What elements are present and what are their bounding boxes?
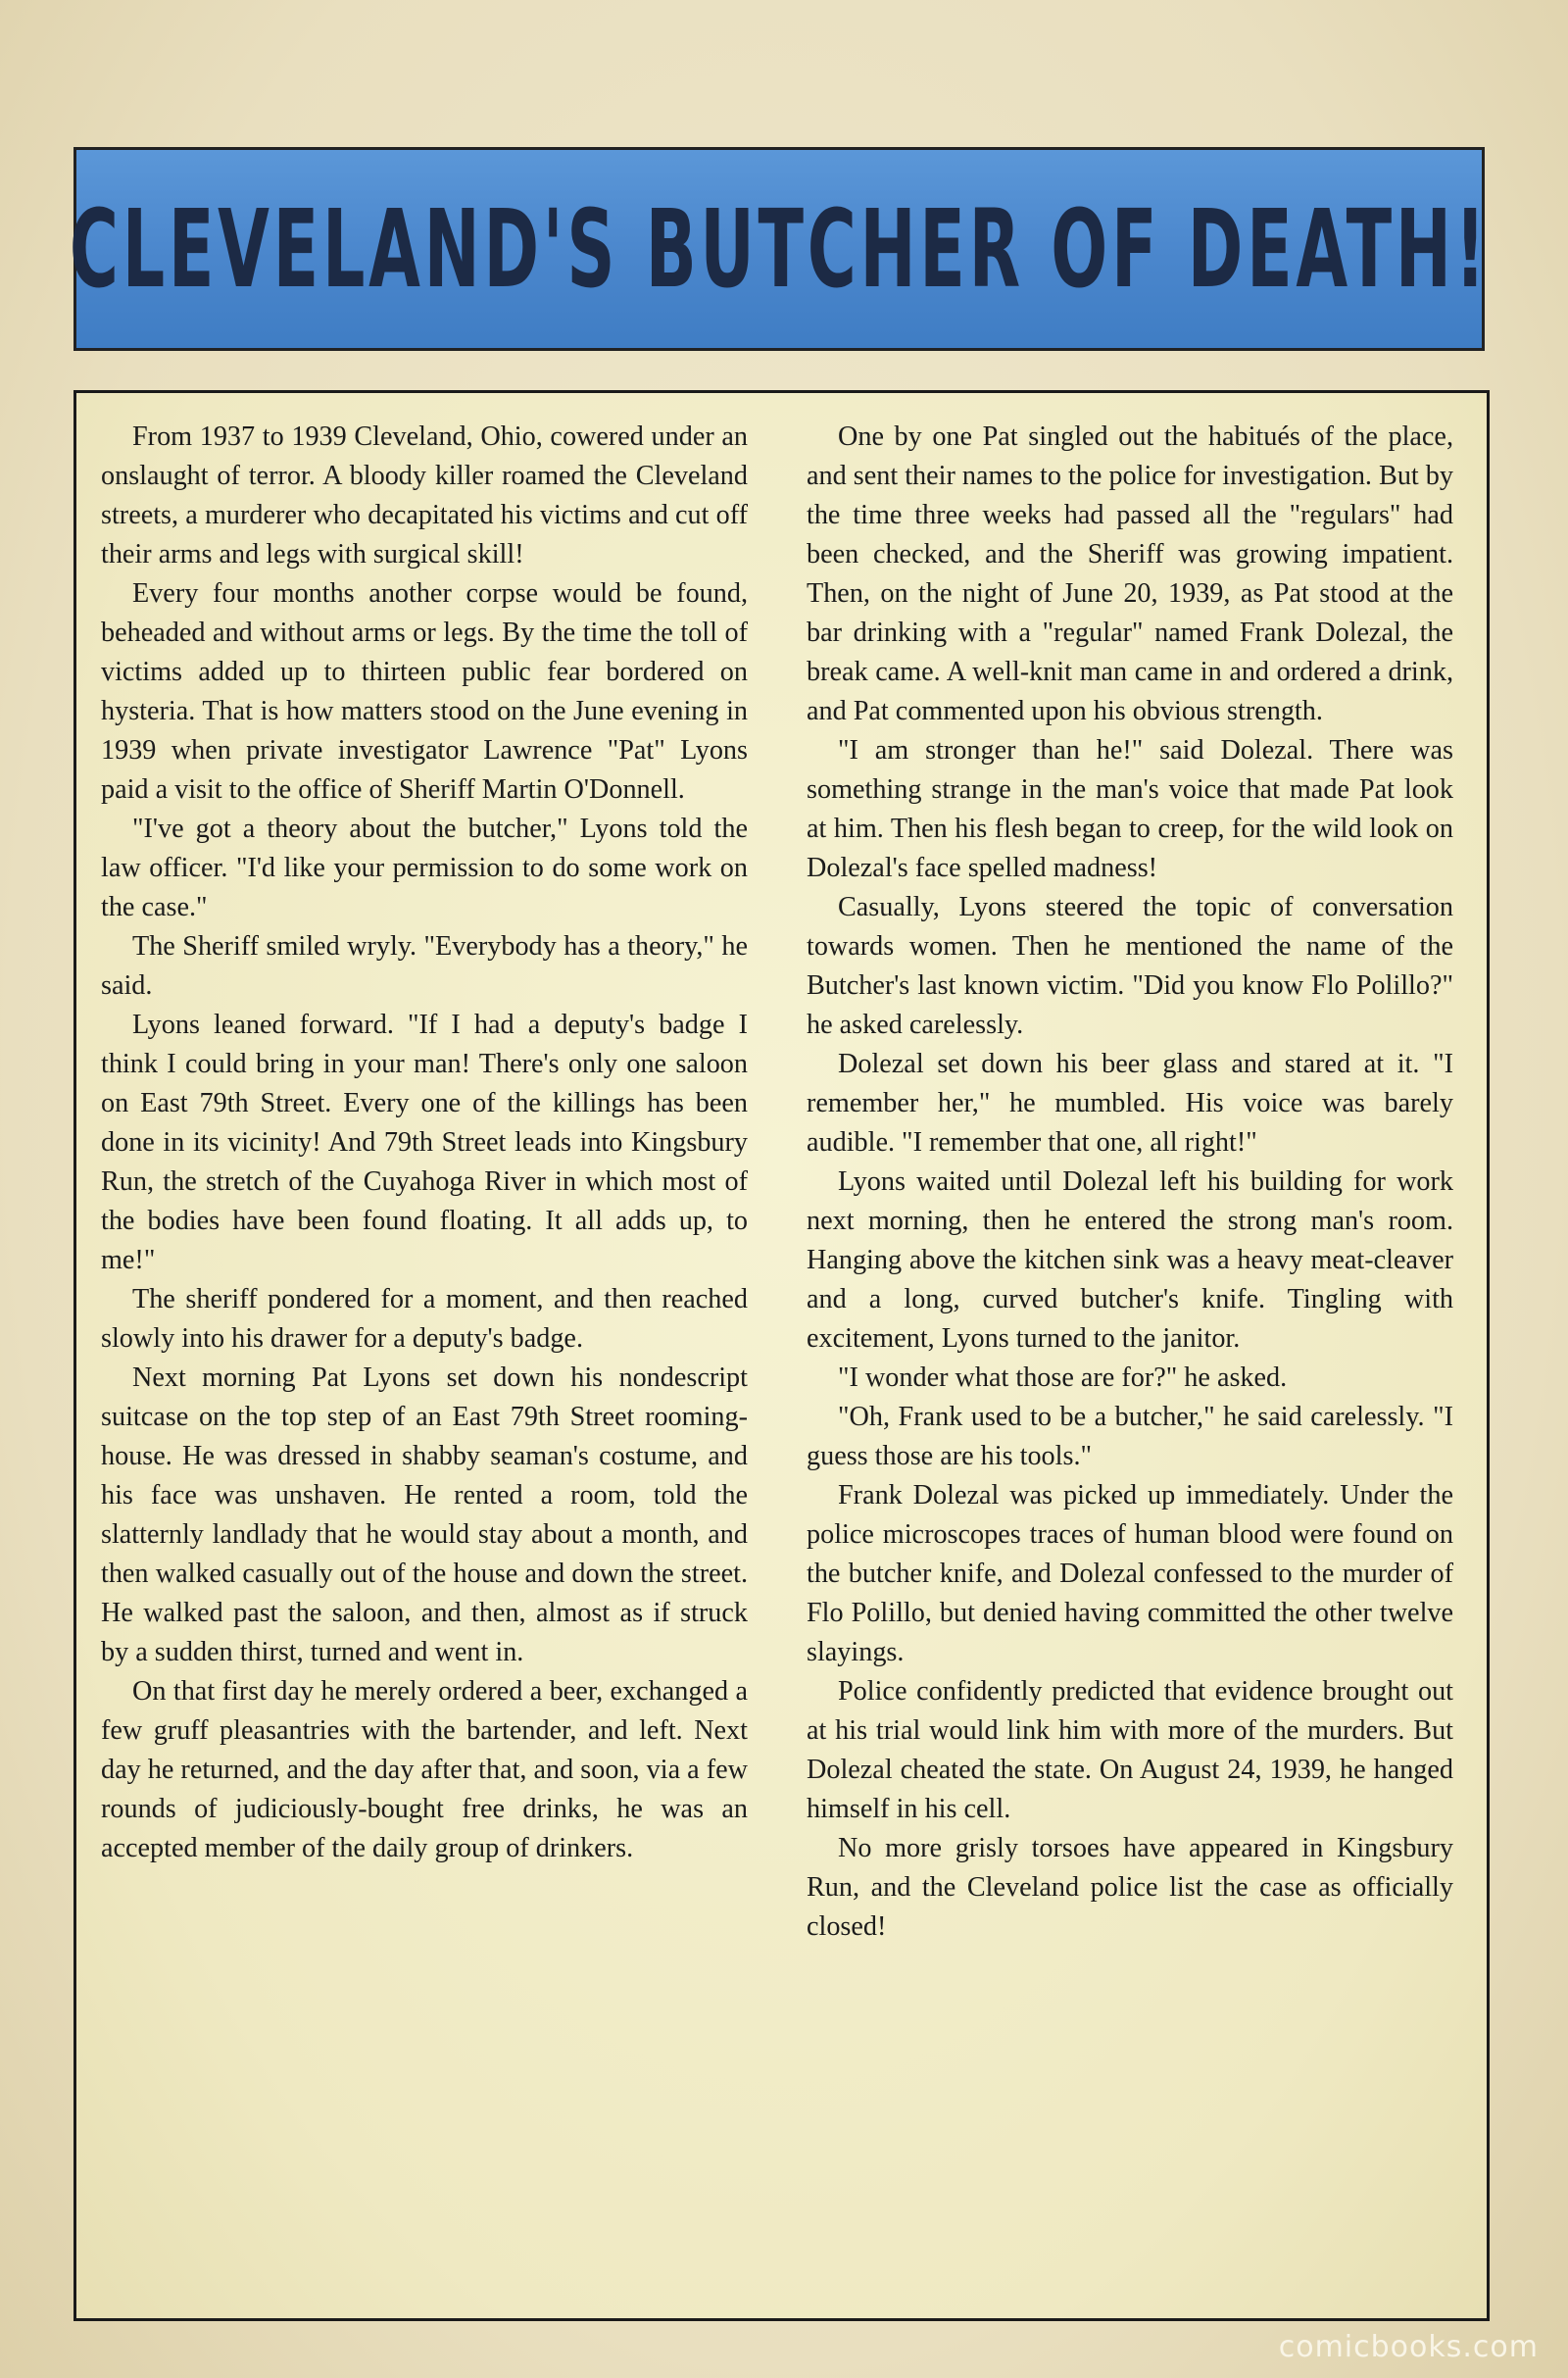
paragraph: "Oh, Frank used to be a butcher," he said carelessly. "I guess those are his tools." (807, 1402, 1453, 1471)
paragraph: Frank Dolezal was picked up immediately. Under the police microscopes traces of human blood were found on the butcher knife, and Dolezal confessed to the murder of Flo Polillo, but denied having committed the other twelve slayings. (807, 1480, 1453, 1667)
right-column (807, 418, 1453, 1947)
paragraph: Every four months another corpse would be found, beheaded and without arms or legs. By the time the toll of victims added up to thirteen public fear bordered on hysteria. That is how matters stood on the June evening in 1939 when private investigator Lawrence "Pat" Lyons paid a visit to the office of Sheriff Martin O'Donnell. (101, 578, 748, 805)
page-title: CLEVELAND'S BUTCHER OF DEATH! (69, 186, 1490, 312)
paragraph: The Sheriff smiled wryly. "Everybody has a theory," he said. (101, 931, 748, 1001)
paragraph: Lyons leaned forward. "If I had a deputy's badge I think I could bring in your man! There's only one saloon on East 79th Street. Every one of the killings has been done in its vicinity! And 79th Street leads into Kingsbury Run, the stretch of the Cuyahoga River in which most of the bodies have been found floating. It all adds up, to me!" (101, 1010, 748, 1275)
paragraph: One by one Pat singled out the habitués of the place, and sent their names to the police for investigation. But by the time three weeks had passed all the "regulars" had been checked, and the Sheriff was growing impatient. Then, on the night of June 20, 1939, as Pat stood at the bar drinking with a "regular" named Frank Dolezal, the break came. A well-knit man came in and ordered a drink, and Pat commented upon his obvious strength. (807, 421, 1453, 726)
left-column (101, 418, 748, 1868)
paragraph: On that first day he merely ordered a beer, exchanged a few gruff pleasantries with the bartender, and left. Next day he returned, and the day after that, and soon, via a few rounds of judiciously-bought free drinks, he was an accepted member of the daily group of drinkers. (101, 1676, 748, 1863)
paragraph: Dolezal set down his beer glass and stared at it. "I remember her," he mumbled. His voice was barely audible. "I remember that one, all right!" (807, 1049, 1453, 1158)
story-panel (74, 390, 1490, 2321)
paragraph: "I wonder what those are for?" he asked. (838, 1362, 1288, 1393)
title-banner (69, 147, 1490, 351)
paragraph: No more grisly torsoes have appeared in Kingsbury Run, and the Cleveland police list the case as officially closed! (807, 1833, 1453, 1942)
paragraph: Police confidently predicted that evidence brought out at his trial would link him with more of the murders. But Dolezal cheated the state. On August 24, 1939, he hanged himself in his cell. (807, 1676, 1453, 1824)
paragraph: From 1937 to 1939 Cleveland, Ohio, cowered under an onslaught of terror. A bloody killer roamed the Cleveland streets, a murderer who decapitated his victims and cut off their arms and legs with surgical skill! (101, 421, 748, 570)
watermark: comicbooks.com (1278, 2330, 1539, 2364)
paragraph: The sheriff pondered for a moment, and then reached slowly into his drawer for a deputy's badge. (101, 1284, 748, 1354)
paragraph: Casually, Lyons steered the topic of conversation towards women. Then he mentioned the name of the Butcher's last known victim. "Did you know Flo Polillo?" he asked carelessly. (807, 892, 1453, 1040)
paragraph: Next morning Pat Lyons set down his nondescript suitcase on the top step of an East 79th Street rooming-house. He was dressed in shabby seaman's costume, and his face was unshaven. He rented a room, told the slatternly landlady that he would stay about a month, and then walked casually out of the house and down the street. He walked past the saloon, and then, almost as if struck by a sudden thirst, turned and went in. (101, 1362, 748, 1667)
paragraph: Lyons waited until Dolezal left his building for work next morning, then he entered the strong man's room. Hanging above the kitchen sink was a heavy meat-cleaver and a long, curved butcher's knife. Tingling with excitement, Lyons turned to the janitor. (807, 1166, 1453, 1354)
paragraph: "I've got a theory about the butcher," Lyons told the law officer. "I'd like your permission to do some work on the case." (101, 814, 748, 922)
paragraph: "I am stronger than he!" said Dolezal. There was something strange in the man's voice that made Pat look at him. Then his flesh began to creep, for the wild look on Dolezal's face spelled madness! (807, 735, 1453, 883)
